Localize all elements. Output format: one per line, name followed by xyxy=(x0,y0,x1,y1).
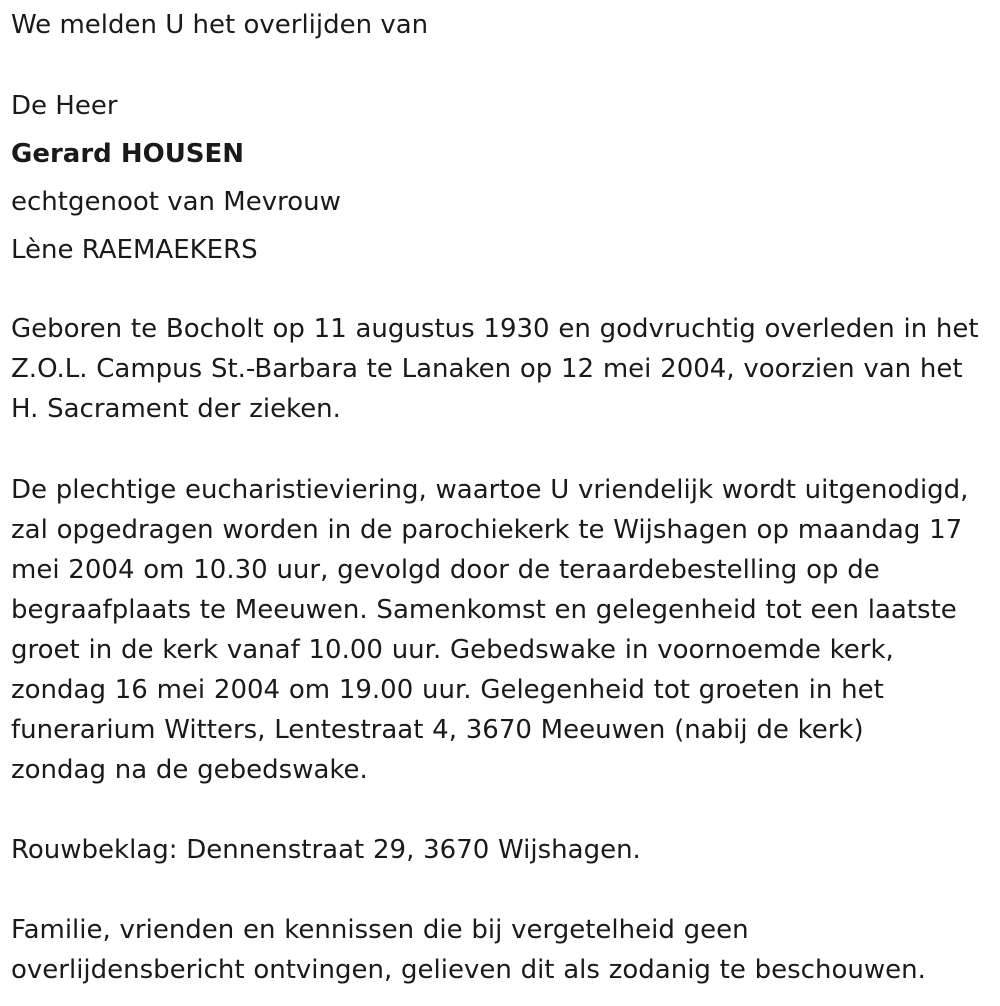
paragraph-line: Familie, vrienden en kennissen die bij vergetelheid geen xyxy=(11,915,749,945)
paragraph-line: Z.O.L. Campus St.-Barbara te Lanaken op 12 mei 2004, voorzien van het xyxy=(11,354,963,384)
paragraph-line: begraafplaats te Meeuwen. Samenkomst en gelegenheid tot een laatste xyxy=(11,595,957,625)
closing-paragraph xyxy=(11,910,991,990)
paragraph-line: zal opgedragen worden in de parochiekerk te Wijshagen op maandag 17 xyxy=(11,515,963,545)
deceased-name: Gerard HOUSEN xyxy=(11,139,245,169)
paragraph-line: Rouwbeklag: Dennenstraat 29, 3670 Wijshagen. xyxy=(11,835,641,865)
paragraph-line: De plechtige eucharistieviering, waartoe U vriendelijk wordt uitgenodigd, xyxy=(11,475,969,505)
condolence-address xyxy=(11,830,991,870)
paragraph-line: mei 2004 om 10.30 uur, gevolgd door de teraardebestelling op de xyxy=(11,555,880,585)
paragraph-line: overlijdensbericht ontvingen, gelieven dit als zodanig te beschouwen. xyxy=(11,955,926,985)
birth-paragraph xyxy=(11,309,991,429)
paragraph-line: zondag 16 mei 2004 om 19.00 uur. Gelegenheid tot groeten in het xyxy=(11,675,884,705)
ceremony-paragraph xyxy=(11,470,991,790)
salutation: De Heer xyxy=(11,91,118,121)
paragraph-line: Geboren te Bocholt op 11 augustus 1930 en godvruchtig overleden in het xyxy=(11,314,979,344)
spouse-name: Lène RAEMAEKERS xyxy=(11,235,258,265)
spouse-label: echtgenoot van Mevrouw xyxy=(11,187,341,217)
intro-text: We melden U het overlijden van xyxy=(11,10,429,40)
paragraph-line: zondag na de gebedswake. xyxy=(11,755,368,785)
paragraph-line: funerarium Witters, Lentestraat 4, 3670 Meeuwen (nabij de kerk) xyxy=(11,715,864,745)
paragraph-line: H. Sacrament der zieken. xyxy=(11,394,341,424)
paragraph-line: groet in de kerk vanaf 10.00 uur. Gebedswake in voornoemde kerk, xyxy=(11,635,894,665)
deceased-block xyxy=(11,82,341,274)
